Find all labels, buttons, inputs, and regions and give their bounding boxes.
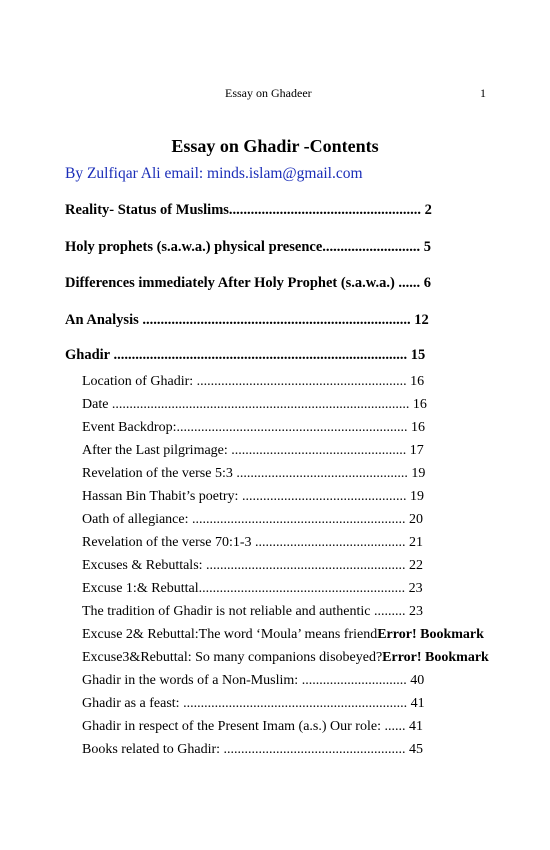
toc-subentry-event-backdrop[interactable]: Event Backdrop:.................................................................. 16 [82,420,425,435]
toc-subentry-hassan-poetry[interactable]: Hassan Bin Thabit’s poetry: ............................................... 19 [82,489,424,504]
author-byline[interactable]: By Zulfiqar Ali email: minds.islam@gmail.com [65,165,363,182]
bookmark-error-text: Error! Bookmark [382,650,489,665]
header-title: Essay on Ghadeer [225,86,312,100]
page-header [0,86,550,102]
toc-subentry-location[interactable]: Location of Ghadir: ............................................................ 16 [82,374,425,389]
toc-entry-ghadir[interactable]: Ghadir ................................................................................. 15 [65,347,426,363]
toc-subentry-excuse-1[interactable]: Excuse 1:& Rebuttal........................................................... 23 [82,581,423,596]
toc-subentry-oath[interactable]: Oath of allegiance: ............................................................. 20 [82,512,424,527]
toc-subentry-excuse-2-text: Excuse 2& Rebuttal:The word ‘Moula’ means friend [82,627,378,642]
toc-subentry-present-imam[interactable]: Ghadir in respect of the Present Imam (a.s.) Our role: ...... 41 [82,719,423,734]
toc-entry-holy-prophets[interactable]: Holy prophets (s.a.w.a.) physical presence........................... 5 [65,239,432,255]
toc-subentry-books[interactable]: Books related to Ghadir: .................................................... 45 [82,742,424,757]
toc-subentry-excuse-3[interactable] [82,650,550,666]
toc-subentry-date[interactable]: Date ..................................................................................... 16 [82,397,427,412]
toc-subentry-tradition[interactable]: The tradition of Ghadir is not reliable and authentic ......... 23 [82,604,423,619]
toc-entry-differences[interactable]: Differences immediately After Holy Prophet (s.a.w.a.) ...... 6 [65,275,432,291]
toc-subentry-verse-5-3[interactable]: Revelation of the verse 5:3 ................................................. 19 [82,466,426,481]
toc-subentry-excuses[interactable]: Excuses & Rebuttals: ......................................................... 22 [82,558,424,573]
toc-subentry-verse-70[interactable]: Revelation of the verse 70:1-3 ........................................... 21 [82,535,424,550]
document-title: Essay on Ghadir -Contents [171,136,379,156]
toc-entry-reality[interactable]: Reality- Status of Muslims..................................................... 2 [65,202,432,218]
bookmark-error-text: Error! Bookmark [377,627,484,642]
header-page-number: 1 [480,86,486,100]
toc-subentry-last-pilgrimage[interactable]: After the Last pilgrimage: .................................................. 17 [82,443,424,458]
toc-entry-an-analysis[interactable]: An Analysis .......................................................................... 12 [65,312,429,328]
toc-subentry-non-muslim[interactable]: Ghadir in the words of a Non-Muslim: .............................. 40 [82,673,425,688]
toc-subentry-feast[interactable]: Ghadir as a feast: ................................................................ 41 [82,696,425,711]
toc-subentry-excuse-2[interactable] [82,627,550,643]
toc-subentry-excuse-3-text: Excuse3&Rebuttal: So many companions disobeyed? [82,650,383,665]
